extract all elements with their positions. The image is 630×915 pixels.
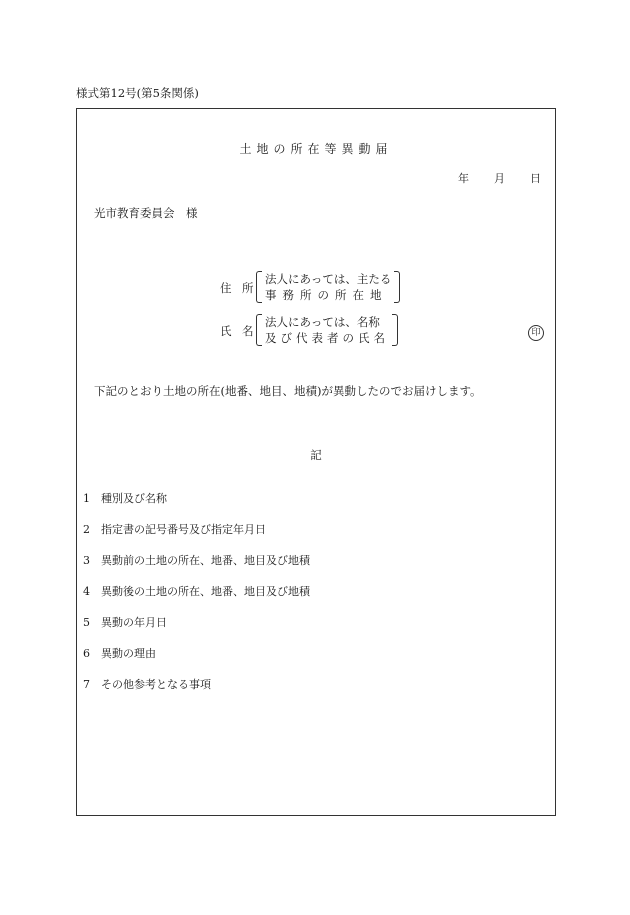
form-number: 様式第12号(第5条関係): [76, 86, 199, 100]
name-note-line2: 及び代表者の氏名: [265, 331, 389, 345]
ki-heading: 記: [310, 448, 322, 462]
name-label-1: 氏: [220, 324, 232, 338]
list-item: 2 指定書の記号番号及び指定年月日: [83, 523, 266, 536]
right-bracket: [394, 271, 400, 303]
address-label-1: 住: [220, 281, 232, 295]
name-note: [256, 314, 398, 346]
name-note-line1: 法人にあっては、名称: [265, 315, 380, 329]
addressee: 光市教育委員会 様: [94, 206, 198, 220]
date-month-label: 月: [494, 172, 505, 185]
list-item: 6 異動の理由: [83, 647, 156, 660]
statement: 下記のとおり土地の所在(地番、地目、地積)が異動したのでお届けします。: [94, 384, 482, 398]
list-item: 7 その他参考となる事項: [83, 678, 211, 691]
right-bracket: [392, 314, 398, 346]
address-label-2: 所: [242, 281, 254, 295]
address-note-line2: 事務所の所在地: [265, 288, 388, 302]
date-day-label: 日: [530, 172, 541, 185]
form-frame: [76, 108, 556, 816]
name-label-2: 名: [242, 324, 254, 338]
list-item: 1 種別及び名称: [83, 492, 167, 505]
list-item: 4 異動後の土地の所在、地番、地目及び地積: [83, 585, 310, 598]
form-title: 土地の所在等異動届: [239, 142, 393, 156]
seal-mark: 印: [528, 325, 544, 341]
address-note-line1: 法人にあっては、主たる: [265, 272, 392, 286]
list-item: 5 異動の年月日: [83, 616, 167, 629]
address-note: [256, 271, 400, 303]
list-item: 3 異動前の土地の所在、地番、地目及び地積: [83, 554, 310, 567]
date-year-label: 年: [458, 172, 469, 185]
